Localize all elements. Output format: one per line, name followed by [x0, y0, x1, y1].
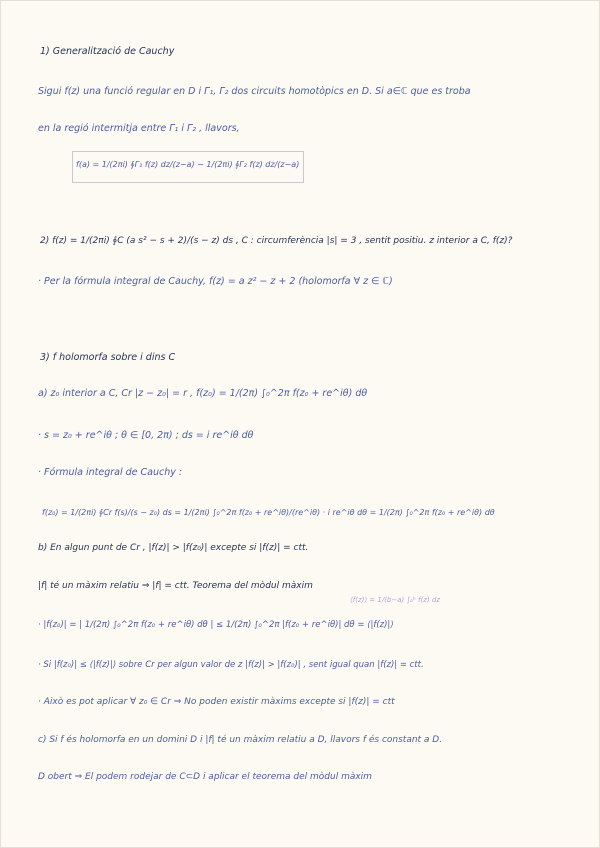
section-2-heading: 2) f(z) = 1/(2πi) ∮C (a s² − s + 2)/(s − z) ds , C : circumferència |s| = 3 , sentit positiu. z interior a C, f(z)?: [40, 236, 513, 246]
text-line: Sigui f(z) una funció regular en D i Γ₁, Γ₂ dos circuits homotòpics en D. Si a∈ℂ que es troba: [38, 86, 471, 97]
text-line: en la regió intermitja entre Γ₁ i Γ₂ , llavors,: [38, 123, 240, 134]
annotation: ⟨f(z)⟩ = 1/(b−a) ∫ₐᵇ f(z) dz: [350, 596, 441, 604]
text-line: c) Si f és holomorfa en un domini D i |f| té un màxim relatiu a D, llavors f és constant a D.: [38, 735, 443, 745]
text-line: · Per la fórmula integral de Cauchy, f(z) = a z² − z + 2 (holomorfa ∀ z ∈ ℂ): [38, 276, 393, 287]
section-3-heading: 3) f holomorfa sobre i dins C: [40, 352, 176, 363]
formula: f(a) = 1/(2πi) ∮Γ₁ f(z) dz/(z−a) − 1/(2πi) ∮Γ₂ f(z) dz/(z−a): [76, 160, 300, 169]
text-line: · s = z₀ + re^iθ ; θ ∈ [0, 2π) ; ds = i re^iθ dθ: [38, 430, 254, 441]
formula: · |f(z₀)| = | 1/(2π) ∫₀^2π f(z₀ + re^iθ) dθ | ≤ 1/(2π) ∫₀^2π |f(z₀ + re^iθ)| dθ = ⟨|f(z)|⟩: [38, 620, 394, 630]
text-line: a) z₀ interior a C, Cr |z − z₀| = r , f(z₀) = 1/(2π) ∫₀^2π f(z₀ + re^iθ) dθ: [38, 388, 368, 399]
text-line: · Si |f(z₀)| ≤ ⟨|f(z)|⟩ sobre Cr per algun valor de z |f(z)| > |f(z₀)| , sent igual quan |f(z)| = ctt.: [38, 660, 424, 670]
section-1-heading: 1) Generalització de Cauchy: [40, 46, 175, 57]
formula: f(z₀) = 1/(2πi) ∮Cr f(s)/(s − z₀) ds = 1/(2πi) ∫₀^2π f(z₀ + re^iθ)/(re^iθ) · i re^iθ dθ = 1/(2π) ∫₀^2π f(z₀ + re^iθ) dθ: [42, 508, 495, 517]
text-line: D obert ⇒ El podem rodejar de C⊂D i aplicar el teorema del mòdul màxim: [38, 772, 372, 782]
text-line: · Això es pot aplicar ∀ z₀ ∈ Cr ⇒ No poden existir màxims excepte si |f(z)| = ctt: [38, 697, 395, 707]
text-line: |f| té un màxim relatiu ⇒ |f| = ctt. Teorema del mòdul màxim: [38, 581, 313, 591]
text-line: b) En algun punt de Cr , |f(z)| > |f(z₀)| excepte si |f(z)| = ctt.: [38, 543, 309, 553]
text-line: · Fórmula integral de Cauchy :: [38, 467, 183, 478]
